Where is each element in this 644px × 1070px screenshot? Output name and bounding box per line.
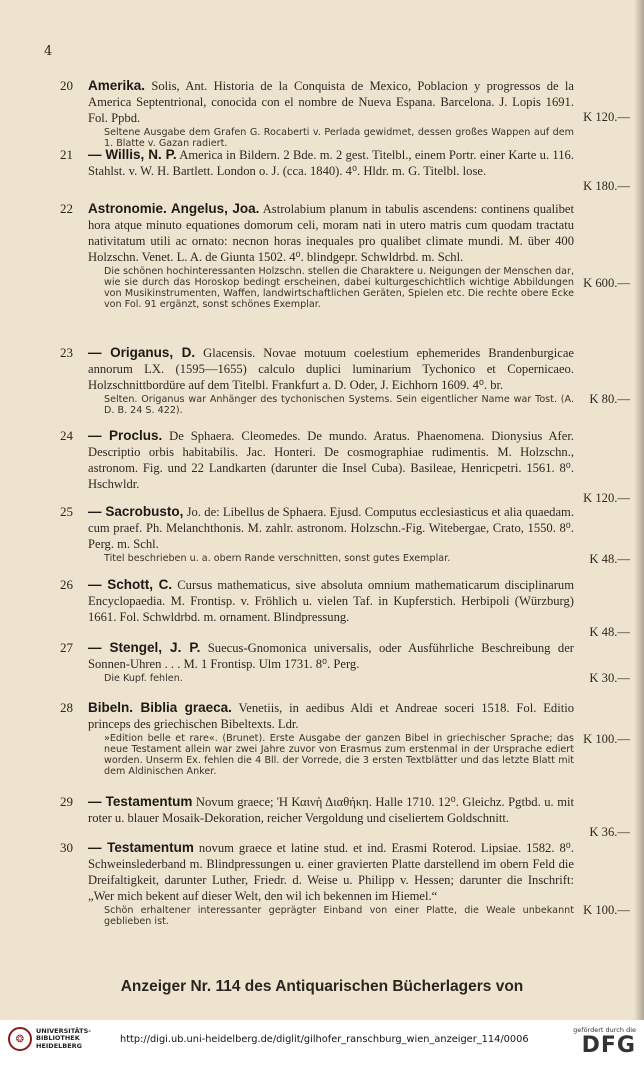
entry-number: 24 (60, 428, 73, 443)
library-logo[interactable] (8, 1027, 102, 1051)
entry-text (88, 794, 574, 827)
entry-heading: — Willis, N. P. (88, 147, 177, 162)
entry-number: 20 (60, 78, 73, 93)
dfg-logo[interactable] (573, 1026, 636, 1058)
entry-text (88, 577, 574, 626)
entry-price: K 48.— (589, 552, 630, 566)
entry-number: 29 (60, 794, 73, 809)
entry-text (88, 504, 574, 564)
entry-text (88, 640, 574, 684)
entry-body: Suecus-Gnomonica universalis, oder Ausführliche Beschreibung der Sonnen-Uhren . . . M. 1 Frontisp. Ulm 1731. 8⁰. Perg. (88, 641, 574, 671)
dfg-wordmark: DFG (581, 1033, 636, 1058)
entry-heading: — Schott, C. (88, 577, 173, 592)
entry-heading: Astronomie. Angelus, Joa. (88, 201, 260, 216)
entry-heading: — Sacrobusto, (88, 504, 184, 519)
entry-note: Titel beschrieben u. a. obern Rande verschnitten, sonst gutes Exemplar. (104, 552, 451, 564)
entry-price: K 36.— (589, 825, 630, 839)
entry-text (88, 700, 574, 777)
entry-body: Solis, Ant. Historia de la Conquista de Mexico, Poblacion y progressos de la America Septentrional, conocida con el nombre de Nueva Espana. Barcelona. J. Lopis 1691. Fol. Ppbd. (88, 79, 574, 125)
entry-text (88, 345, 574, 416)
entry-body: Glacensis. Novae motuum coelestium ephemerides Brandenburgicae annorum LX. (1595—1655) calculo duplici luminarium Tychonico et Copernicaeo. Holzschnittbordüre auf dem Titelbl. Frankfurt a. D. Oder, J. Eichhorn 1609. 4⁰. br. (88, 346, 575, 392)
entry-note: Die schönen hochinteressanten Holzschn. stellen die Charaktere u. Neigungen der Menschen dar, wie sie durch das Horoskop bedingt erscheinen, dabei kulturgeschichtlich wichtige Abbildungen von Musikinstrumenten, Waffen, landwirtschaftlichen Geräten, Spielen etc. Die rechte obere Ecke von Fol. 91 ergänzt, sonst schönes Exemplar. (104, 265, 574, 310)
entry-body: Astrolabium planum in tabulis ascendens: continens qualibet hora atque minuto equationes domorum celi, moram nati in utero matris cum quodam tractatu nativitatum utili ac ornato: necnon horas inequales pro qualibet climate mundi. M. über 400 Holzschn. Venet. L. A. de Giunta 1502. 4⁰. blindgepr. Schwldrbd. m. Schl. (88, 202, 574, 264)
entry-number: 23 (60, 345, 73, 360)
entry-price: K 100.— (583, 903, 630, 917)
entry-heading: — Origanus, D. (88, 345, 196, 360)
entry-text (88, 201, 574, 310)
entry-price: K 600.— (583, 276, 630, 290)
entry-price: K 120.— (583, 110, 630, 124)
library-logo-text: UNIVERSITÄTS-BIBLIOTHEK HEIDELBERG (36, 1026, 91, 1050)
entry-number: 27 (60, 640, 73, 655)
entry-text (88, 428, 574, 493)
entry-number: 26 (60, 577, 73, 592)
entry-number: 21 (60, 147, 73, 162)
entry-note: Die Kupf. fehlen. (104, 672, 183, 684)
entry-heading: — Stengel, J. P. (88, 640, 201, 655)
entry-heading: Amerika. (88, 78, 146, 93)
catalog-footer: Anzeiger Nr. 114 des Antiquarischen Bücherlagers von (120, 978, 524, 995)
entry-number: 28 (60, 700, 73, 715)
entry-heading: — Testamentum (88, 794, 193, 809)
entry-body: Cursus mathematicus, sive absoluta omnium mathematicarum disciplinarum Encyclopaedia. M. Frontisp. v. Fröhlich u. vielen Taf. in Kupferstich. Herbipoli (Würzburg) 1661. Fol. Schwldrbd. m. ornament. Blindpressung. (88, 578, 575, 624)
entry-text (88, 147, 574, 180)
entry-number: 25 (60, 504, 73, 519)
entry-body: Novum graece; Ἡ Καινὴ Διαθήκη. Halle 1710. 12⁰. Gleichz. Pgtbd. u. mit roter u. blauer Mosaik-Dekoration, reicher Vergoldung und ciseliertem Goldschnitt. (88, 795, 574, 825)
page-number: 4 (44, 44, 53, 59)
entry-body: De Sphaera. Cleomedes. De mundo. Aratus. Phaenomena. Dionysius Afer. Descriptio orbis habitabilis. Jac. Honteri. De cosmographiae rudimentis. M. Holzschn., astronom. Fig. und 22 Landkarten (darunter die Insel Cuba). Basileae, Henricpetri. 1561. 8⁰. Hschwldr. (88, 429, 574, 491)
entry-text (88, 840, 574, 927)
entry-heading: Bibeln. Biblia graeca. (88, 700, 232, 715)
permalink-url[interactable]: http://digi.ub.uni-heidelberg.de/diglit/gilhofer_ranschburg_wien_anzeiger_114/0006 (120, 1034, 529, 1045)
entry-text (88, 78, 574, 149)
entry-price: K 180.— (583, 179, 630, 193)
entry-number: 22 (60, 201, 73, 216)
entry-body: Venetiis, in aedibus Aldi et Andreae soceri 1518. Fol. Editio princeps des griechischen Bibeltexts. Ldr. (88, 701, 574, 731)
entry-heading: — Testamentum (88, 840, 194, 855)
entry-body: America in Bildern. 2 Bde. m. 2 gest. Titelbl., einem Portr. einer Karte u. 116. Stahlst. v. W. H. Bartlett. London o. J. (cca. 1840). 4⁰. Hldr. m. G. Titelbl. lose. (88, 148, 575, 178)
entry-price: K 48.— (589, 625, 630, 639)
entry-note: »Edition belle et rare«. (Brunet). Erste Ausgabe der ganzen Bibel in griechischer Sprache; das neue Testament allein war zwei Jahre zuvor von Erasmus zum erstenmal in der Ursprache ediert worden. Unserm Ex. fehlen die 4 Bll. der Vorrede, die 3 ersten Textblätter und das letzte Blatt mit dem Aldinischen Anker. (104, 732, 574, 777)
funding-note: gefördert durch die (573, 1026, 636, 1034)
entry-price: K 30.— (589, 671, 630, 685)
entry-body: Jo. de: Libellus de Sphaera. Ejusd. Computus ecclesiasticus et alia quaedam. cum praef. Ph. Melanchthonis. M. zahlr. astronom. Holzschn.-Fig. Witebergae, Crato, 1550. 8⁰. Perg. m. Schl. (88, 505, 574, 551)
entry-price: K 100.— (583, 732, 630, 746)
entry-note: Schön erhaltener interessanter geprägter Einband von einer Platte, die Weale unbekannt geblieben ist. (104, 904, 574, 927)
entry-price: K 80.— (589, 392, 630, 406)
entry-number: 30 (60, 840, 73, 855)
university-seal-icon: ❂ (8, 1027, 32, 1051)
entry-body: novum graece et latine stud. et ind. Erasmi Roterod. Lipsiae. 1582. 8⁰. Schweinslederband m. Blindpressungen u. einer gravierten Platte darstellend im obern Feld die Dreifaltigkeit, darunter Luther, Friedr. d. Weise u. Philipp v. Hessen; darunter die Inschrift: „Wer mich bekent auf dieser Welt, den wil ich bekennen im Hiemel.“ (88, 841, 574, 903)
entry-price: K 120.— (583, 491, 630, 505)
entry-note: Selten. Origanus war Anhänger des tychonischen Systems. Sein eigentlicher Name war Tost. (A. D. B. 24 S. 422). (104, 393, 574, 416)
entry-heading: — Proclus. (88, 428, 163, 443)
entry-note: Seltene Ausgabe dem Grafen G. Rocaberti v. Perlada gewidmet, dessen großes Wappen auf dem 1. Blatte v. Gazan radiert. (104, 126, 574, 149)
